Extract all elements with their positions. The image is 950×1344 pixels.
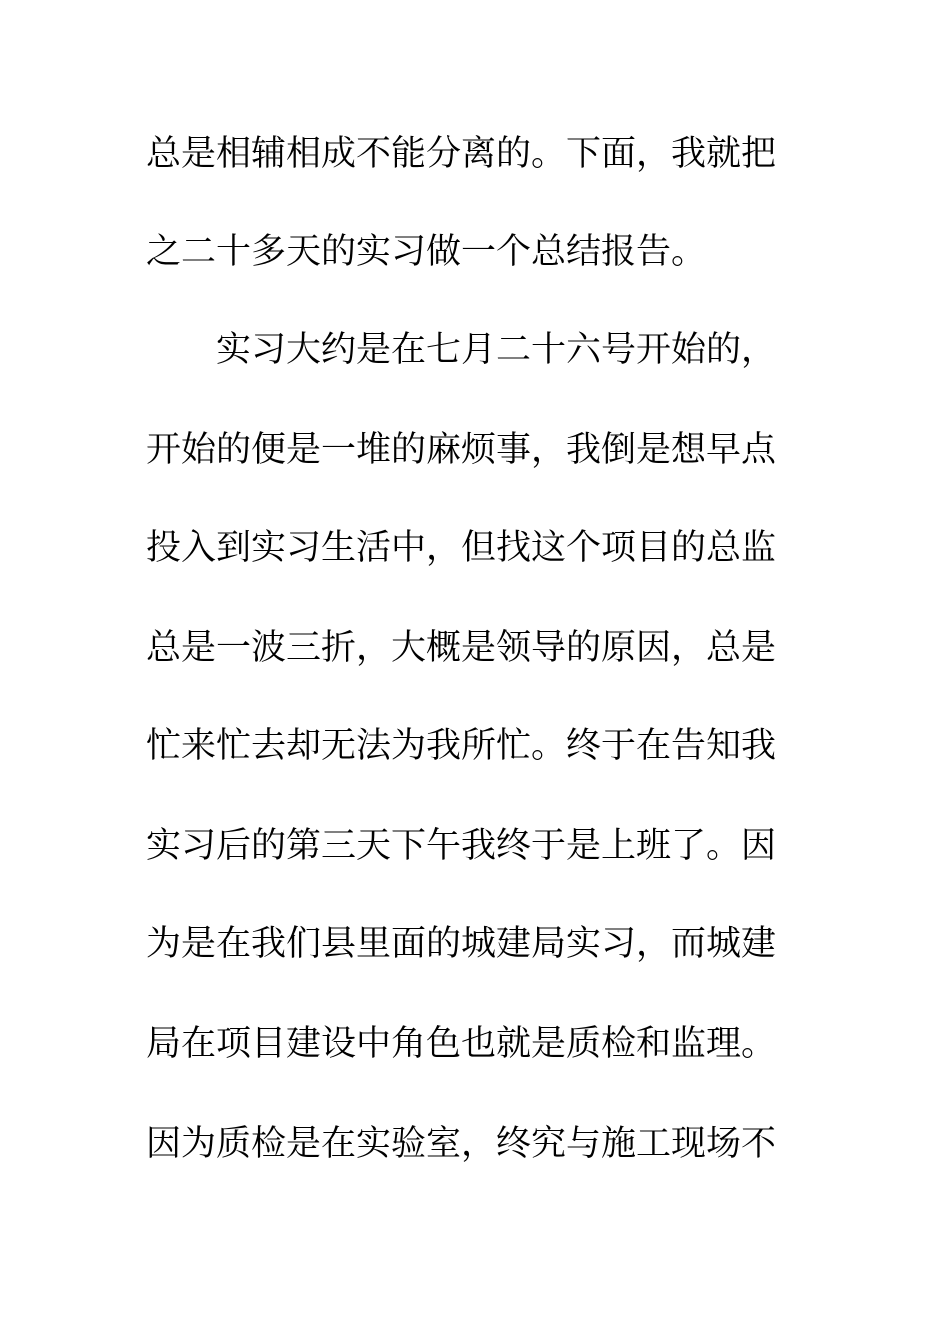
text-line: 局在项目建设中角色也就是质检和监理。: [146, 1024, 777, 1064]
paragraph-first-line: 实习大约是在七月二十六号开始的，: [216, 330, 777, 370]
text-line: 为是在我们县里面的城建局实习，而城建: [146, 924, 777, 964]
text-line: 总是一波三折，大概是领导的原因，总是: [146, 628, 777, 668]
text-line: 总是相辅相成不能分离的。下面，我就把: [146, 134, 777, 174]
text-line: 实习后的第三天下午我终于是上班了。因: [146, 826, 777, 866]
text-line: 之二十多天的实习做一个总结报告。: [146, 232, 707, 272]
text-line: 投入到实习生活中，但找这个项目的总监: [146, 528, 777, 568]
text-line: 忙来忙去却无法为我所忙。终于在告知我: [146, 726, 777, 766]
text-line: 因为质检是在实验室，终究与施工现场不: [146, 1124, 777, 1164]
text-line: 开始的便是一堆的麻烦事，我倒是想早点: [146, 430, 777, 470]
